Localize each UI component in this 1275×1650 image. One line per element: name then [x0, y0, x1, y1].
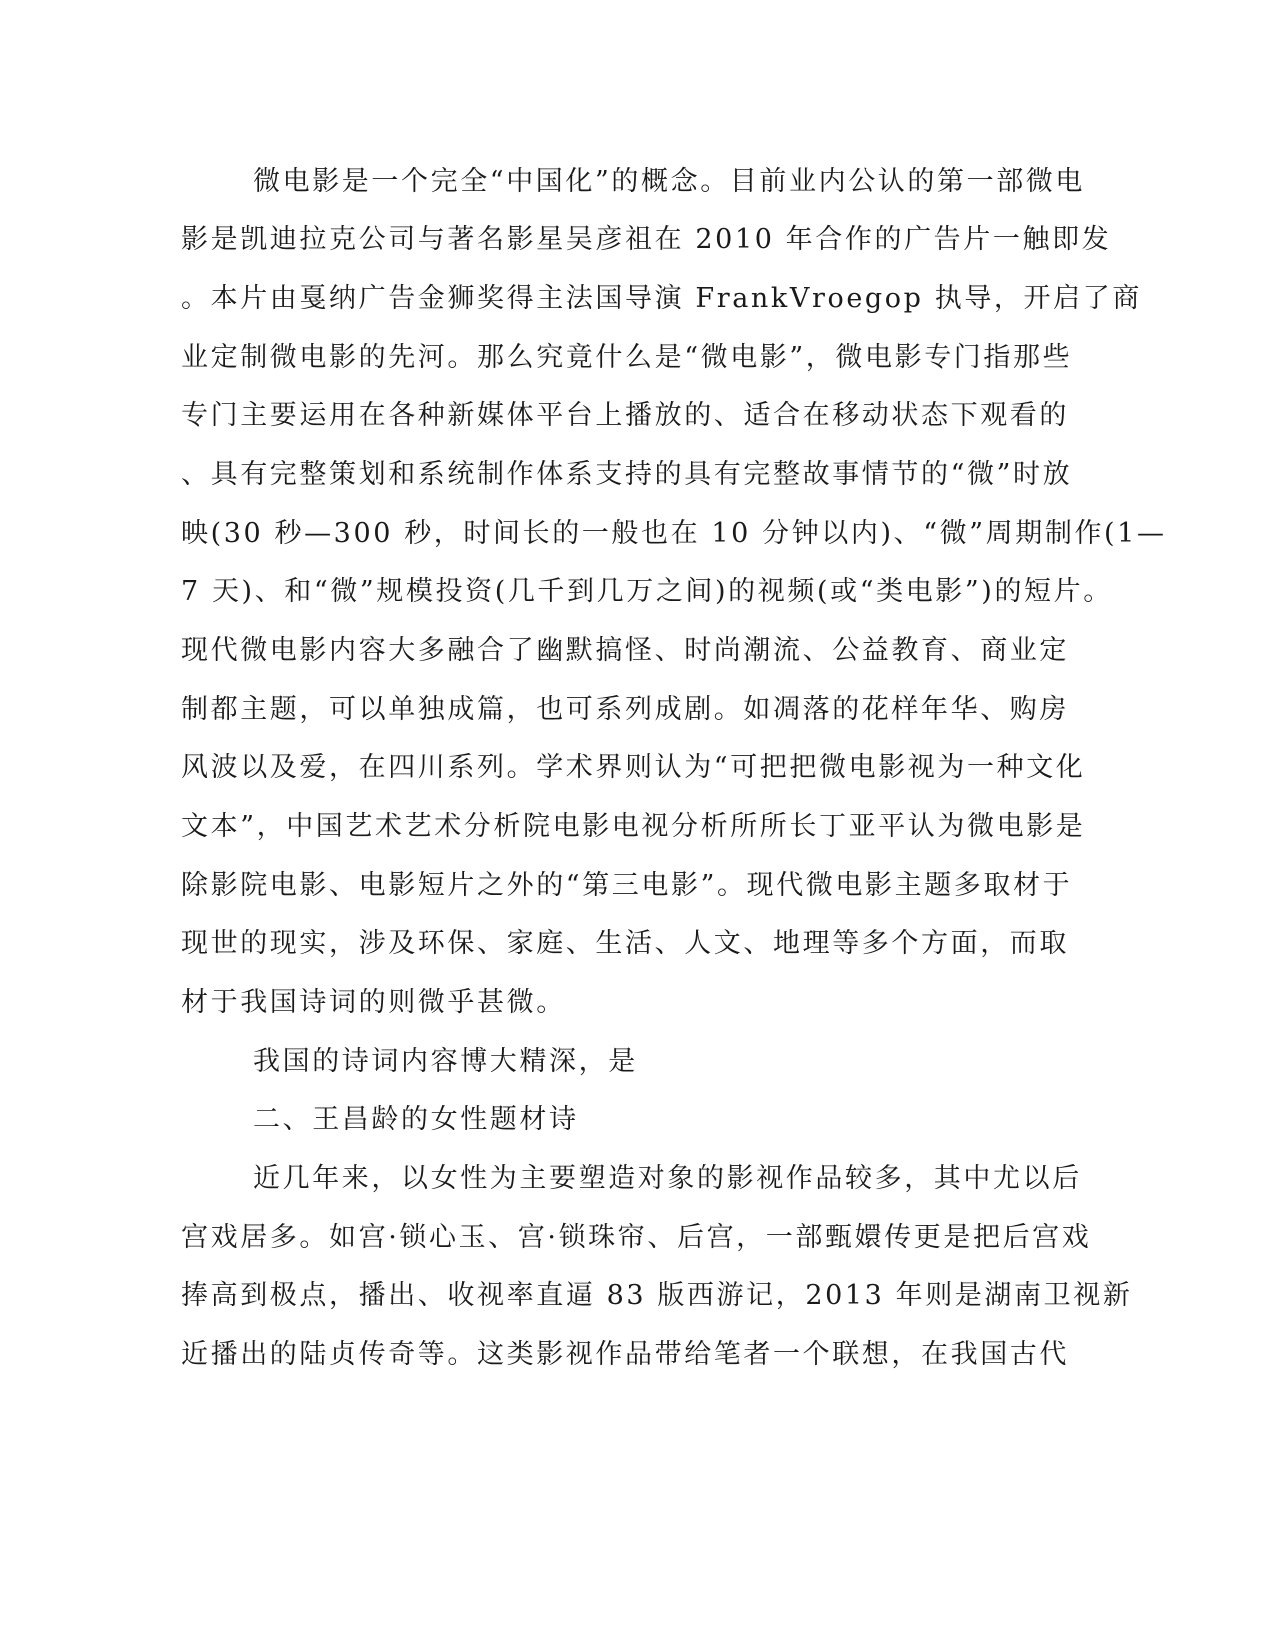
paragraph-1-line-12: 文本”，中国艺术艺术分析院电影电视分析所所长丁亚平认为微电影是 — [181, 811, 1086, 842]
paragraph-1-line-6: 、具有完整策划和系统制作体系支持的具有完整故事情节的“微”时放 — [181, 459, 1073, 490]
paragraph-1-line-1: 微电影是一个完全“中国化”的概念。目前业内公认的第一部微电 — [253, 166, 1086, 197]
paragraph-1-line-2: 影是凯迪拉克公司与著名影星吴彦祖在 2010 年合作的广告片一触即发 — [181, 224, 1112, 255]
paragraph-1-line-15: 材于我国诗词的则微乎甚微。 — [181, 987, 566, 1018]
paragraph-1-line-11: 风波以及爱，在四川系列。学术界则认为“可把把微电影视为一种文化 — [181, 752, 1086, 783]
paragraph-3-line-1: 近几年来，以女性为主要塑造对象的影视作品较多，其中尤以后 — [253, 1163, 1082, 1194]
paragraph-1-line-7: 映(30 秒—300 秒，时间长的一般也在 10 分钟以内)、“微”周期制作(1— — [181, 518, 1167, 549]
paragraph-1-line-9: 现代微电影内容大多融合了幽默搞怪、时尚潮流、公益教育、商业定 — [181, 635, 1069, 666]
paragraph-1-line-3: 。本片由戛纳广告金狮奖得主法国导演 FrankVroegop 执导，开启了商 — [181, 283, 1142, 314]
paragraph-1-line-10: 制都主题，可以单独成篇，也可系列成剧。如凋落的花样年华、购房 — [181, 694, 1069, 725]
paragraph-1-line-4: 业定制微电影的先河。那么究竟什么是“微电影”，微电影专门指那些 — [181, 342, 1073, 373]
paragraph-3-line-4: 近播出的陆贞传奇等。这类影视作品带给笔者一个联想，在我国古代 — [181, 1339, 1069, 1370]
section-heading: 二、王昌龄的女性题材诗 — [253, 1104, 579, 1135]
paragraph-1-line-13: 除影院电影、电影短片之外的“第三电影”。现代微电影主题多取材于 — [181, 870, 1073, 901]
paragraph-1-line-8: 7 天)、和“微”规模投资(几千到几万之间)的视频(或“类电影”)的短片。 — [181, 576, 1113, 607]
paragraph-3-line-2: 宫戏居多。如宫·锁心玉、宫·锁珠帘、后宫，一部甄嬛传更是把后宫戏 — [181, 1222, 1092, 1253]
paragraph-2-line-1: 我国的诗词内容博大精深，是 — [253, 1046, 638, 1077]
paragraph-3-line-3: 捧高到极点，播出、收视率直逼 83 版西游记，2013 年则是湖南卫视新 — [181, 1280, 1133, 1311]
paragraph-1-line-14: 现世的现实，涉及环保、家庭、生活、人文、地理等多个方面，而取 — [181, 928, 1069, 959]
paragraph-1-line-5: 专门主要运用在各种新媒体平台上播放的、适合在移动状态下观看的 — [181, 400, 1069, 431]
